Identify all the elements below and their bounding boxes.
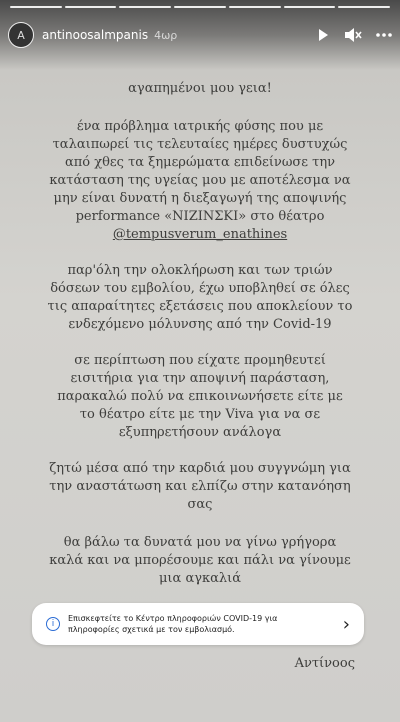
chevron-right-icon: › <box>342 613 350 635</box>
paragraph-apology: ζητώ μέσα από την καρδιά μου συγγνώμη για την αναστάτωση και ελπίζω στην κατανόηση σας <box>49 461 351 512</box>
avatar-initial: A <box>17 28 25 42</box>
covid-info-banner[interactable] <box>32 603 364 645</box>
progress-segment <box>65 6 117 8</box>
progress-segment <box>229 6 281 8</box>
covid-banner-text: Επισκεφτείτε το Κέντρο πληροφοριών COVID-19 για πληροφορίες σχετικά με τον εμβολιασμό. <box>68 614 278 634</box>
progress-segment <box>174 6 226 8</box>
post-time: 4ωρ <box>154 28 178 42</box>
avatar[interactable] <box>8 22 34 48</box>
paragraph-announcement: ένα πρόβλημα ιατρικής φύσης που με ταλαιπωρεί τις τελευταίες ημέρες δυστυχώς από χθες τα ξημερώματα επιδείνωσε την κατάσταση της υγείας μου με αποτέλεσμα να μην είναι δυνατή η διεξαγωγή της αποψινής performance «ΝΙΖΙΝΣΚΙ» στο θέατρο <box>49 119 351 224</box>
story-header <box>8 20 392 50</box>
greeting: αγαπημένοι μου γεια! <box>128 81 272 96</box>
progress-segment <box>284 6 336 8</box>
more-dots-icon[interactable] <box>376 33 392 37</box>
story-controls <box>316 27 392 43</box>
paragraph-closing: θα βάλω τα δυνατά μου να γίνω γρήγορα καλά και να μπορέσουμε και πάλι να γίνουμε μια αγκαλιά <box>49 535 351 586</box>
paragraph-vaccination: παρ'όλη την ολοκλήρωση και των τριών δόσεων του εμβολίου, έχω υποβληθεί σε όλες τις απαραίτητες εξετάσεις που αποκλείουν το ενδεχόμενο μόλυνσης από την Covid-19 <box>47 263 353 332</box>
story-text <box>30 80 370 588</box>
theatre-mention-link[interactable]: @tempusverum_enathines <box>112 227 288 242</box>
signature: Αντίνοος <box>294 656 355 671</box>
progress-segment <box>119 6 171 8</box>
progress-segment <box>10 6 62 8</box>
story-progress-bar <box>10 6 390 8</box>
username[interactable]: antinoosalmpanis <box>42 28 149 42</box>
paragraph-tickets: σε περίπτωση που είχατε προμηθευτεί εισιτήρια για την αποψινή παράσταση, παρακαλώ πολύ να επικοινωνήσετε είτε με το θέατρο είτε με την Viva για να σε εξυπηρετήσουν ανάλογα <box>57 353 343 440</box>
info-icon: i <box>46 617 60 631</box>
progress-segment <box>338 6 390 8</box>
speaker-muted-icon[interactable] <box>344 27 362 43</box>
play-icon[interactable] <box>316 28 330 42</box>
